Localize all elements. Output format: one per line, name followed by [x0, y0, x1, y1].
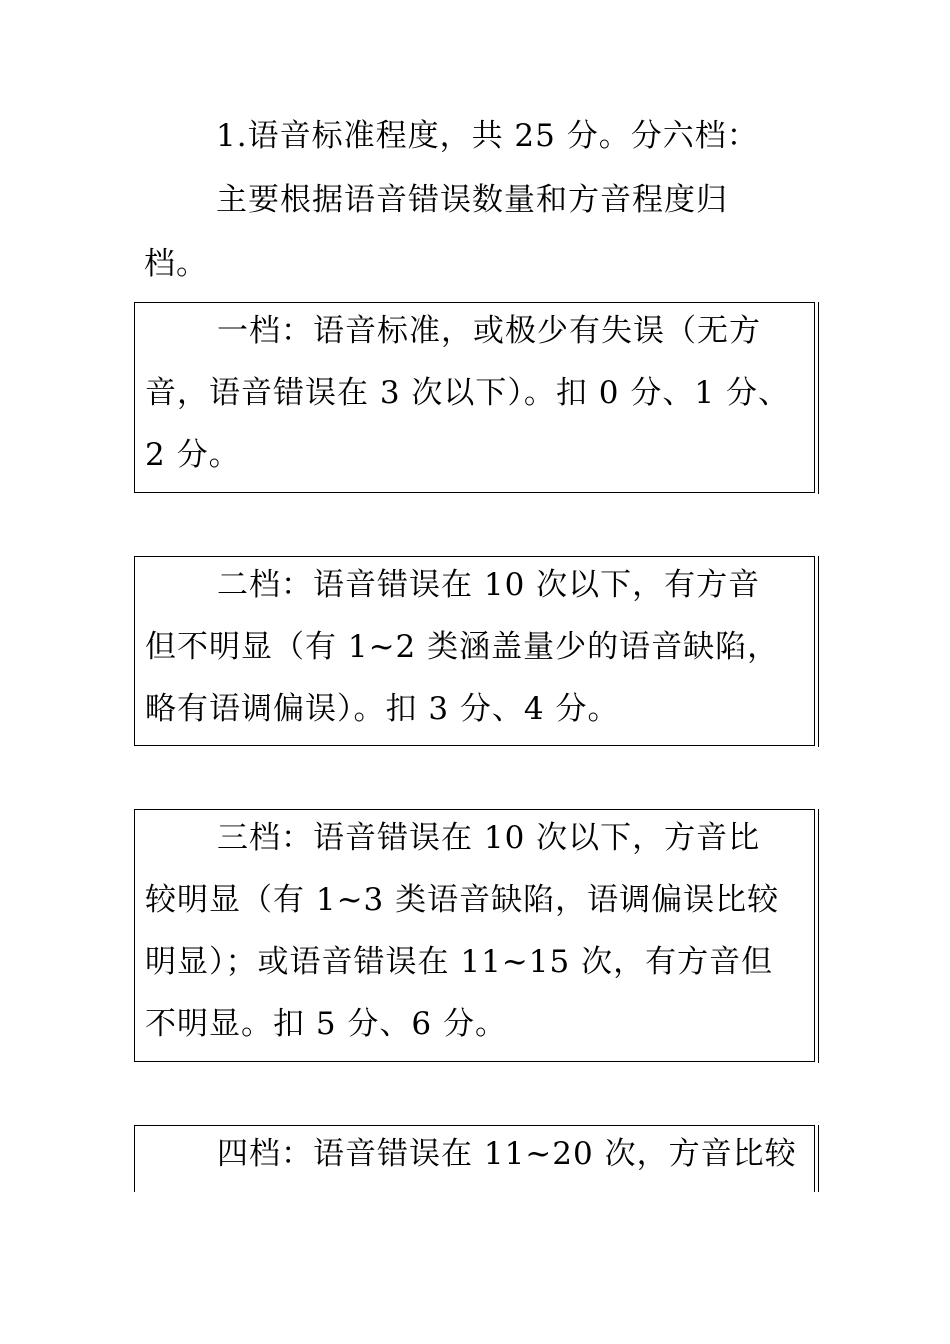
level-text-line: 二档：语音错误在 10 次以下，有方音	[217, 567, 761, 603]
level-text-line: 音，语音错误在 3 次以下）。扣 0 分、1 分、	[145, 375, 790, 411]
level-text-line: 较明显（有 1~3 类语音缺陷，语调偏误比较	[145, 882, 780, 918]
level-text-line: 三档：语音错误在 10 次以下，方音比	[217, 820, 761, 856]
level-box-4	[134, 1125, 815, 1192]
level-text-line: 不明显。扣 5 分、6 分。	[145, 1006, 508, 1042]
level-box-3	[134, 809, 815, 1062]
level-text-line: 但不明显（有 1~2 类涵盖量少的语音缺陷，	[145, 629, 780, 665]
level-box-2	[134, 556, 815, 746]
level-text-line: 四档：语音错误在 11~20 次，方音比较	[217, 1136, 797, 1172]
level-text-line: 略有语调偏误）。扣 3 分、4 分。	[145, 691, 620, 727]
level-text-line: 2 分。	[145, 437, 241, 473]
paragraph-line: 档。	[144, 246, 208, 282]
level-text-line: 明显）；或语音错误在 11~15 次，有方音但	[145, 944, 774, 980]
paragraph-line: 主要根据语音错误数量和方音程度归	[216, 182, 728, 218]
level-box-1	[134, 302, 815, 493]
level-text-line: 一档：语音标准，或极少有失误（无方	[217, 313, 761, 349]
section-heading: 1.语音标准程度，共 25 分。分六档：	[216, 118, 759, 154]
